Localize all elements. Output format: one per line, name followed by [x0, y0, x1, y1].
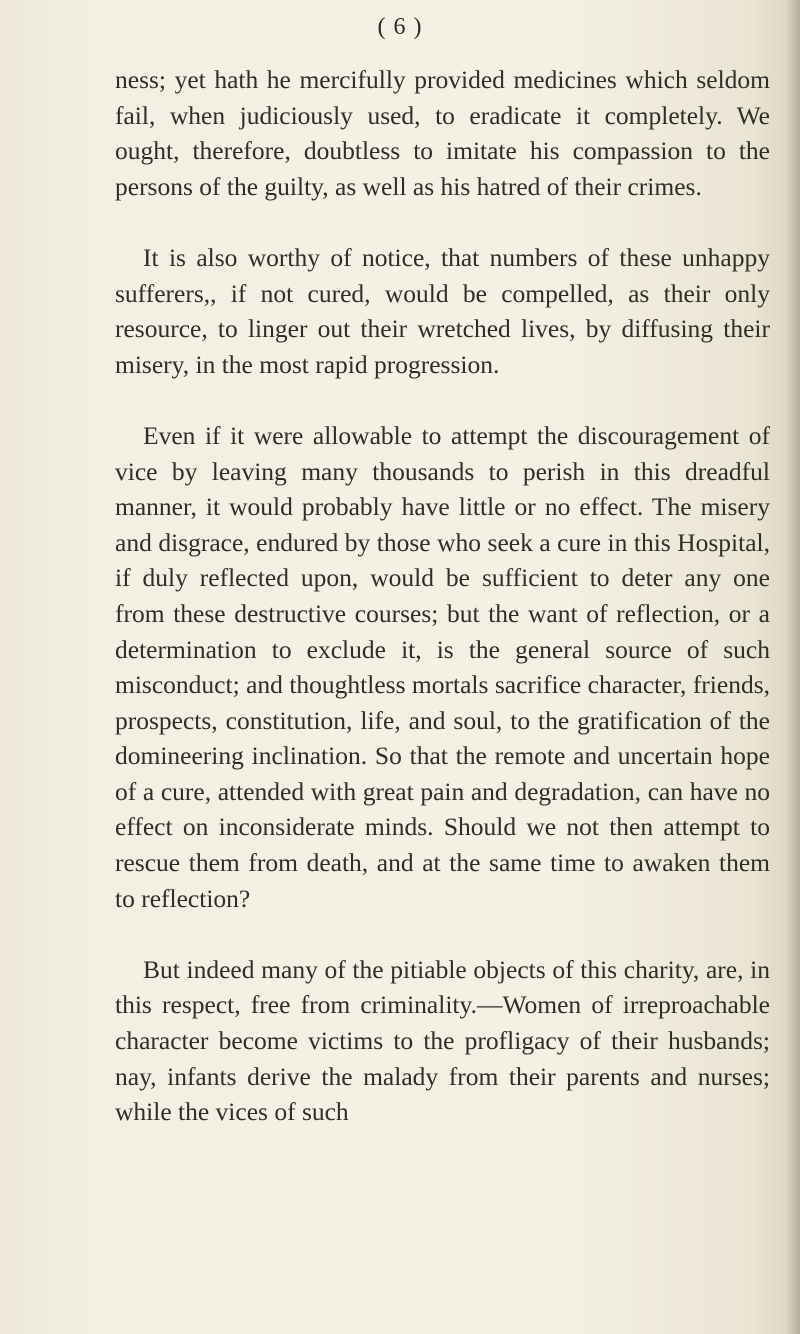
- body-text: [115, 62, 770, 1130]
- page-number: ( 6 ): [377, 14, 423, 40]
- page-edge-shadow: [786, 0, 800, 1334]
- paragraph-4: But indeed many of the pitiable objects of this charity, are, in this respect, free from criminality.—Women of irreproachable character become victims to the profligacy of their husbands; nay, infants derive the malady from their parents and nurses; while the vices of such: [115, 954, 770, 1127]
- paragraph-1: ness; yet hath he mercifully provided medicines which seldom fail, when judiciously used, to eradicate it completely. We ought, therefore, doubtless to imitate his compassion to the persons of the guilty, as well as his hatred of their crimes.: [115, 65, 770, 201]
- paragraph-2: It is also worthy of notice, that numbers of these unhappy sufferers,, if not cured, would be compelled, as their only resource, to linger out their wretched lives, by diffusing their misery, in the most rapid progression.: [115, 242, 770, 379]
- paragraph-3: Even if it were allowable to attempt the discouragement of vice by leaving many thousands to perish in this dreadful manner, it would probably have little or no effect. The misery and disgrace, endured by those who seek a cure in this Hospital, if duly reflected upon, would be sufficient to deter any one from these destructive courses; but the want of reflection, or a determination to exclude it, is the general source of such misconduct; and thoughtless mortals sacrifice character, friends, prospects, constitution, life, and soul, to the gratification of the domineering inclination. So that the remote and uncertain hope of a cure, attended with great pain and degradation, can have no effect on inconsiderate minds. Should we not then attempt to rescue them from death, and at the same time to awaken them to reflection?: [115, 420, 770, 913]
